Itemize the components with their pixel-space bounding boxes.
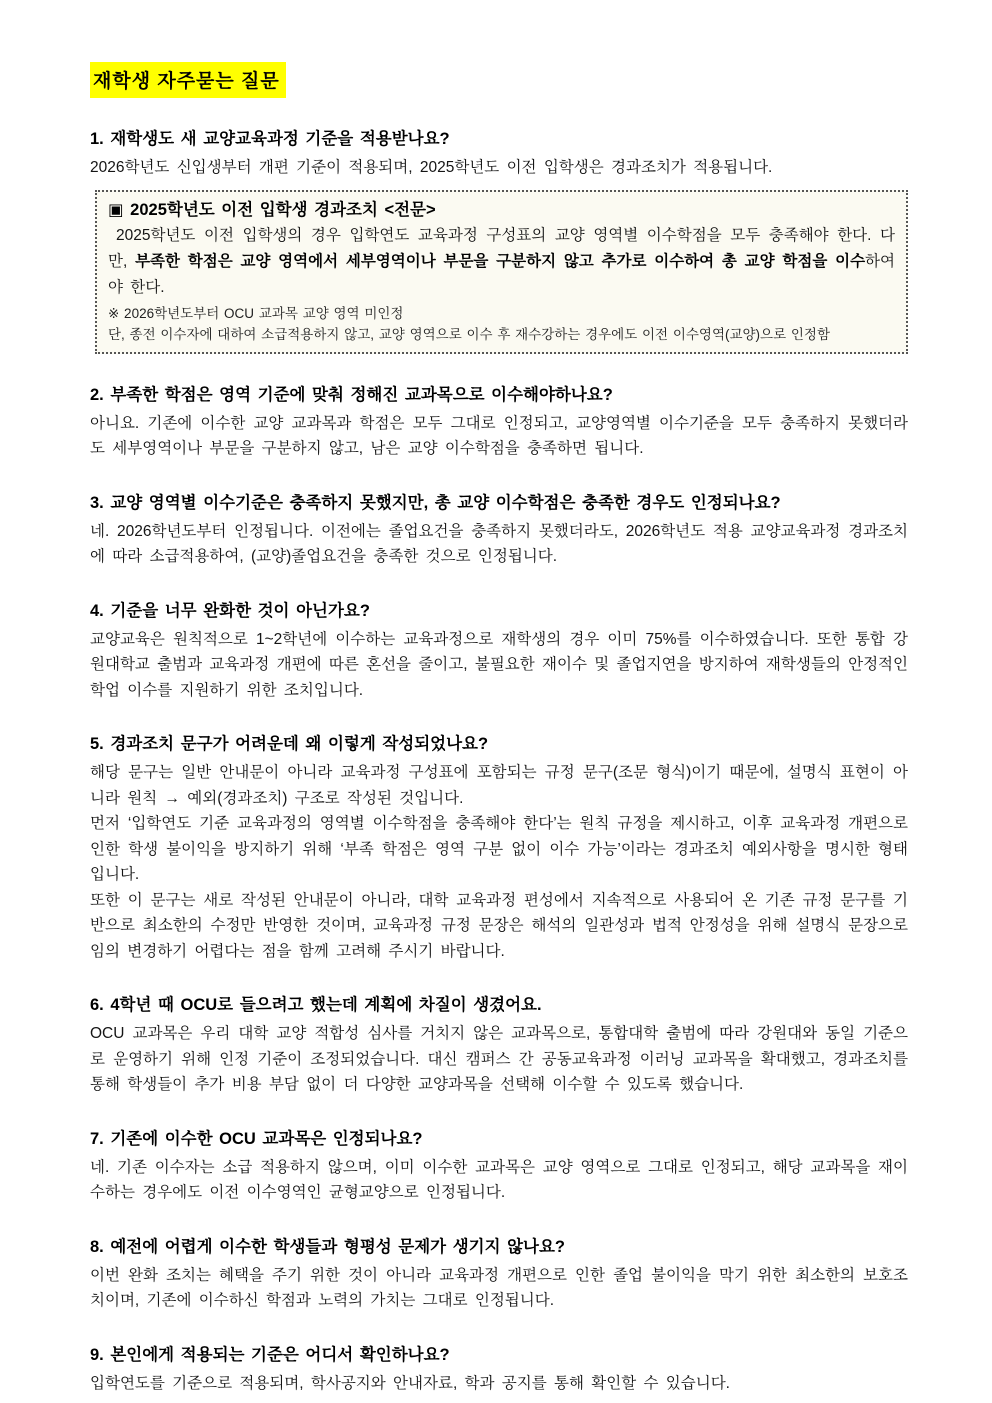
notice-box-body-bold: 부족한 학점은 교양 영역에서 세부영역이나 부문을 구분하지 않고 추가로 이수하여 총 교양 학점을 이수 bbox=[135, 252, 866, 270]
faq-answer-paragraph: 입학연도를 기준으로 적용되며, 학사공지와 안내자료, 학과 공지를 통해 확인할 수 있습니다. bbox=[90, 1374, 730, 1392]
faq-answer-paragraph: 또한 이 문구는 새로 작성된 안내문이 아니라, 대학 교육과정 편성에서 지속적으로 사용되어 온 기존 규정 문구를 기반으로 최소한의 수정만 반영한 것이며, 교육과정 규정 문장은 해석의 일관성과 법적 안정성을 위해 설명식 문장으로 임의 변경하기 어렵다는 점을 함께 고려해 주시기 바랍니다. bbox=[90, 891, 908, 960]
faq-item-7 bbox=[90, 1127, 908, 1206]
faq-question: 3. 교양 영역별 이수기준은 충족하지 못했지만, 총 교양 이수학점은 충족한 경우도 인정되나요? bbox=[90, 493, 781, 512]
faq-question: 1. 재학생도 새 교양교육과정 기준을 적용받나요? bbox=[90, 130, 450, 148]
faq-item-1 bbox=[90, 127, 908, 354]
faq-question: 4. 기준을 너무 완화한 것이 아닌가요? bbox=[90, 601, 370, 620]
faq-question: 8. 예전에 어렵게 이수한 학생들과 형평성 문제가 생기지 않나요? bbox=[90, 1237, 565, 1256]
notice-box-body-suffix: 하여야 한다. bbox=[108, 252, 895, 296]
faq-question: 9. 본인에게 적용되는 기준은 어디서 확인하나요? bbox=[90, 1345, 450, 1364]
faq-item-3 bbox=[90, 491, 908, 570]
faq-answer bbox=[90, 1021, 908, 1098]
notice-box-body-prefix: 2025학년도 이전 입학생의 경우 입학연도 교육과정 구성표의 교양 영역별 이수학점을 모두 충족해야 한다. 다만, bbox=[108, 226, 895, 270]
faq-answer bbox=[90, 627, 908, 704]
faq-answer-paragraph: 교양교육은 원칙적으로 1~2학년에 이수하는 교육과정으로 재학생의 경우 이미 75%를 이수하였습니다. 또한 통합 강원대학교 출범과 교육과정 개편에 따른 혼선을 줄이고, 불필요한 재이수 및 졸업지연을 방지하여 재학생들의 안정적인 학업 이수를 지원하기 위한 조치입니다. bbox=[90, 630, 908, 699]
faq-answer-paragraph: OCU 교과목은 우리 대학 교양 적합성 심사를 거치지 않은 교과목으로, 통합대학 출범에 따라 강원대와 동일 기준으로 운영하기 위해 인정 기준이 조정되었습니다. 대신 캠퍼스 간 공동교육과정 이러닝 교과목을 확대했고, 경과조치를 통해 학생들이 추가 비용 부담 없이 더 다양한 교양과목을 선택해 이수할 수 있도록 했습니다. bbox=[90, 1025, 908, 1093]
faq-question: 6. 4학년 때 OCU로 들으려고 했는데 계획에 차질이 생겼어요. bbox=[90, 996, 542, 1014]
faq-item-9 bbox=[90, 1343, 908, 1397]
notice-box-note-2: 단, 종전 이수자에 대하여 소급적용하지 않고, 교양 영역으로 이수 후 재수강하는 경우에도 이전 이수영역(교양)으로 인정함 bbox=[108, 326, 831, 342]
faq-item-4 bbox=[90, 599, 908, 704]
faq-answer bbox=[90, 1371, 908, 1397]
faq-item-2 bbox=[90, 383, 908, 462]
notice-box-note-1: ※ 2026학년도부터 OCU 교과목 교양 영역 미인정 bbox=[108, 305, 404, 321]
faq-question: 2. 부족한 학점은 영역 기준에 맞춰 정해진 교과목으로 이수해야하나요? bbox=[90, 385, 613, 404]
faq-answer bbox=[90, 155, 908, 181]
faq-answer-paragraph: 2026학년도 신입생부터 개편 기준이 적용되며, 2025학년도 이전 입학생은 경과조치가 적용됩니다. bbox=[90, 159, 773, 176]
faq-answer bbox=[90, 519, 908, 570]
faq-answer-paragraph: 해당 문구는 일반 안내문이 아니라 교육과정 구성표에 포함되는 규정 문구(조문 형식)이기 때문에, 설명식 표현이 아니라 원칙 → 예외(경과조치) 구조로 작성된 것입니다. bbox=[90, 764, 908, 807]
faq-answer bbox=[90, 760, 908, 964]
faq-answer bbox=[90, 411, 908, 462]
faq-answer bbox=[90, 1263, 908, 1314]
faq-answer-paragraph: 네. 2026학년도부터 인정됩니다. 이전에는 졸업요건을 충족하지 못했더라도, 2026학년도 적용 교양교육과정 경과조치에 따라 소급적용하여, (교양)졸업요건을 충족한 것으로 인정됩니다. bbox=[90, 522, 908, 565]
faq-item-6 bbox=[90, 993, 908, 1098]
faq-question: 7. 기존에 이수한 OCU 교과목은 인정되나요? bbox=[90, 1129, 423, 1148]
faq-item-8 bbox=[90, 1235, 908, 1314]
faq-answer-paragraph: 이번 완화 조치는 혜택을 주기 위한 것이 아니라 교육과정 개편으로 인한 졸업 불이익을 막기 위한 최소한의 보호조치이며, 기존에 이수하신 학점과 노력의 가치는 그대로 인정됩니다. bbox=[90, 1266, 908, 1309]
transition-notice-box bbox=[95, 190, 908, 354]
faq-answer-paragraph: 네. 기존 이수자는 소급 적용하지 않으며, 이미 이수한 교과목은 교양 영역으로 그대로 인정되고, 해당 교과목을 재이수하는 경우에도 이전 이수영역인 균형교양으로 인정됩니다. bbox=[90, 1158, 908, 1201]
faq-item-5 bbox=[90, 732, 908, 964]
page-title: 재학생 자주묻는 질문 bbox=[90, 62, 286, 98]
faq-question: 5. 경과조치 문구가 어려운데 왜 이렇게 작성되었나요? bbox=[90, 735, 489, 753]
notice-box-body bbox=[108, 223, 895, 301]
faq-answer-paragraph: 먼저 ‘입학연도 기준 교육과정의 영역별 이수학점을 충족해야 한다’는 원칙 규정을 제시하고, 이후 교육과정 개편으로 인한 학생 불이익을 방지하기 위해 ‘부족 학점은 영역 구분 없이 이수 가능’이라는 경과조치 예외사항을 명시한 형태입니다. bbox=[90, 815, 908, 883]
notice-box-title: ▣ 2025학년도 이전 입학생 경과조치 <전문> bbox=[108, 200, 436, 219]
faq-answer bbox=[90, 1155, 908, 1206]
faq-answer-paragraph: 아니요. 기존에 이수한 교양 교과목과 학점은 모두 그대로 인정되고, 교양영역별 이수기준을 모두 충족하지 못했더라도 세부영역이나 부문을 구분하지 않고, 남은 교양 이수학점을 충족하면 됩니다. bbox=[90, 414, 908, 457]
